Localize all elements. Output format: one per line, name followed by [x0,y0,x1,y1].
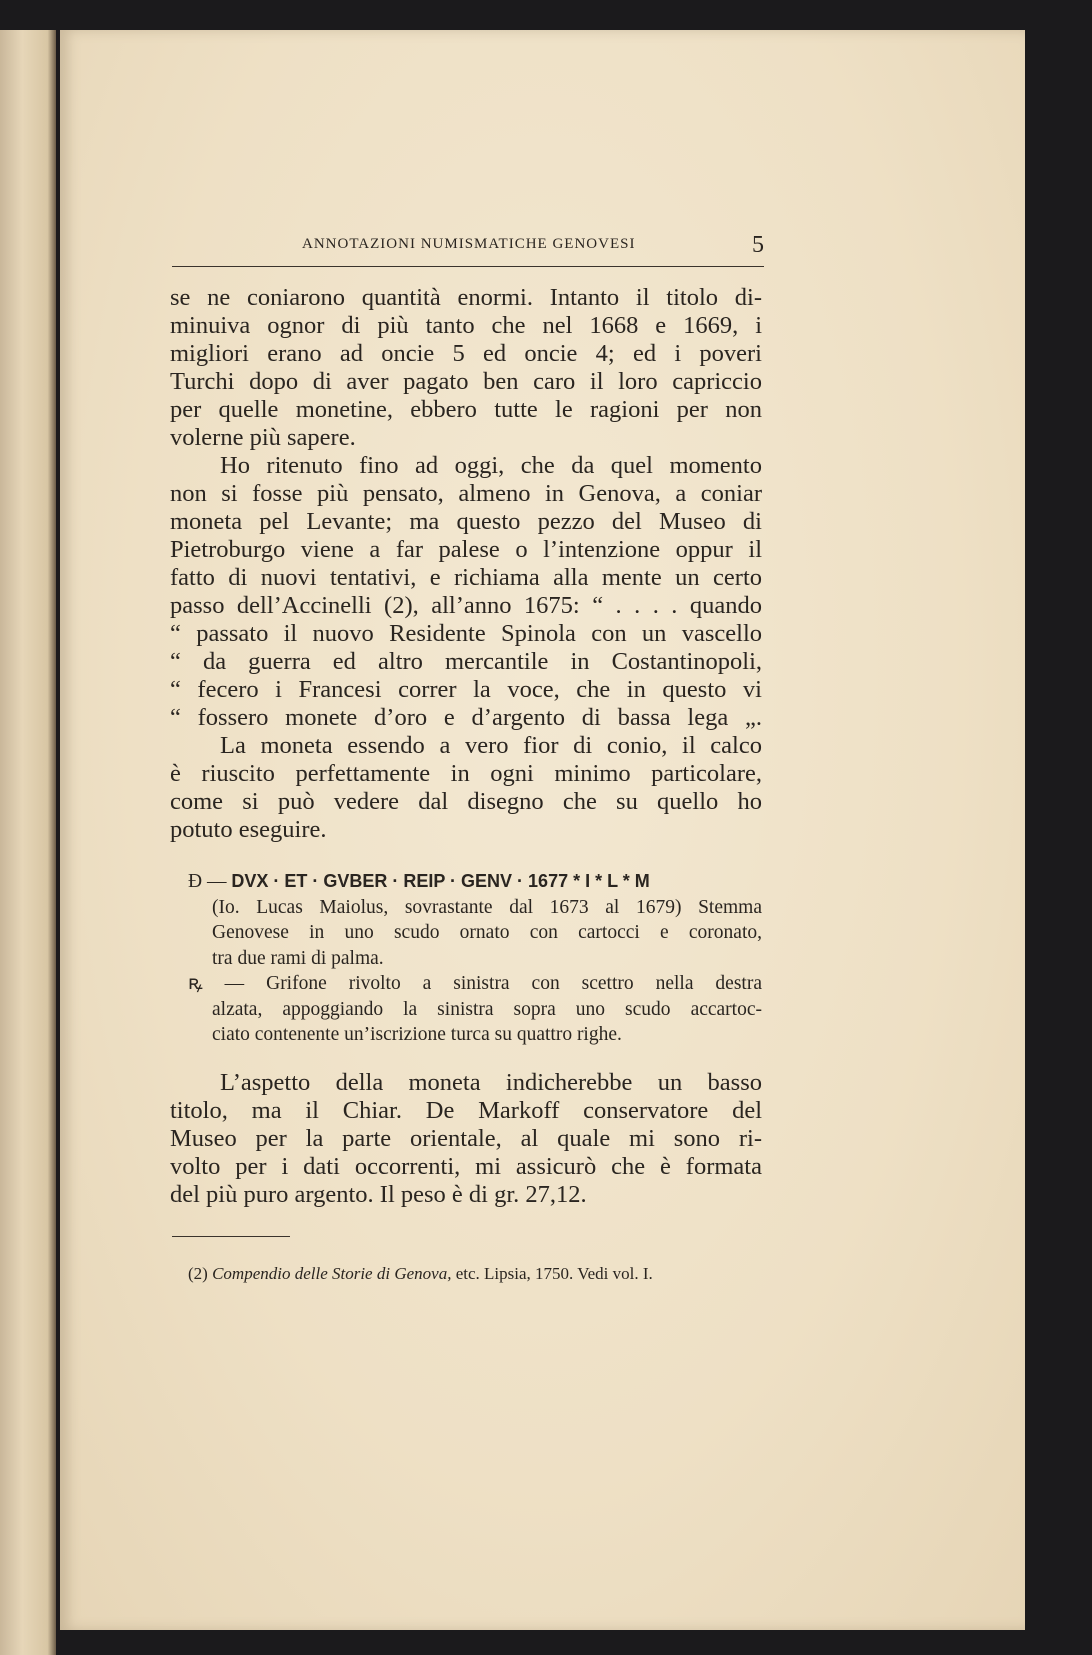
text-line: passo dell’Accinelli (2), all’anno 1675: “ . . . . quando [170,592,762,619]
text-line: L’aspetto della moneta indicherebbe un basso [220,1069,762,1096]
text-line: migliori erano ad oncie 5 ed oncie 4; ed i poveri [170,340,762,367]
text-line: Pietroburgo viene a far palese o l’intenzione oppur il [170,536,762,563]
obverse-legend: DVX · ET · GVBER · REIP · GENV · 1677 * I * L * M [231,871,650,891]
text-line: se ne coniarono quantità enormi. Intanto il titolo di- [170,284,762,311]
running-title: ANNOTAZIONI NUMISMATICHE GENOVESI [302,236,636,252]
obverse-mark: Ɖ — [188,871,227,892]
text-line: Ho ritenuto fino ad oggi, che da quel momento [220,452,762,479]
text-line: potuto eseguire. [170,816,327,843]
text-line: Museo per la parte orientale, al quale mi sono ri- [170,1125,762,1152]
text-line: “ da guerra ed altro mercantile in Costantinopoli, [170,648,762,675]
body-text [170,284,762,844]
reverse-text: Grifone rivolto a sinistra con scettro nella destra [266,973,762,994]
text-line: La moneta essendo a vero fior di conio, il calco [220,732,762,759]
text-line: tra due rami di palma. [212,947,384,969]
page-number: 5 [752,232,764,258]
reverse-mark: ꝶ — [188,973,245,994]
paragraph-2 [170,452,762,732]
footnote-title: Compendio delle Storie di Genova, [212,1264,452,1283]
text-line: è riuscito perfettamente in ogni minimo particolare, [170,760,762,787]
text-line: Turchi dopo di aver pagato ben caro il loro capriccio [170,368,762,395]
paragraph-3 [170,732,762,844]
text-line: per quelle monetine, ebbero tutte le ragioni per non [170,396,762,423]
text-line: titolo, ma il Chiar. De Markoff conservatore del [170,1097,762,1124]
paragraph-4 [170,1069,762,1209]
text-line: minuiva ognor di più tanto che nel 1668 e 1669, i [170,312,762,339]
reverse-line [188,971,762,997]
text-line: “ fecero i Francesi correr la voce, che in questo vi [170,676,762,703]
text-line: non si fosse più pensato, almeno in Genova, a coniar [170,480,762,507]
paragraph-1 [170,284,762,452]
text-line: “ passato il nuovo Residente Spinola con un vascello [170,620,762,647]
text-line: moneta pel Levante; ma questo pezzo del Museo di [170,508,762,535]
text-line: volto per i dati occorrenti, mi assicurò che è formata [170,1153,762,1180]
text-line: “ fossero monete d’oro e d’argento di bassa lega „. [170,704,762,731]
text-line: fatto di nuovi tentativi, e richiama alla mente un certo [170,564,762,591]
footnote-number: (2) [188,1264,208,1283]
text-line: (Io. Lucas Maiolus, sovrastante dal 1673 al 1679) Stemma [212,896,762,918]
text-line: come si può vedere dal disegno che su quello ho [170,788,762,815]
text-line: ciato contenente un’iscrizione turca su quattro righe. [212,1024,622,1045]
text-line: del più puro argento. Il peso è di gr. 27,12. [170,1181,587,1208]
running-header [172,232,764,267]
text-line: volerne più sapere. [170,424,356,451]
text-line: Genovese in uno scudo ornato con cartocci e coronato, [212,922,762,943]
facing-page-edge [0,30,56,1655]
obverse-line [188,869,762,895]
footnote-rule [172,1236,290,1237]
coin-description [188,869,762,1048]
text-line: alzata, appoggiando la sinistra sopra uno scudo accartoc- [212,998,762,1020]
footnote [188,1264,762,1284]
footnote-text: etc. Lipsia, 1750. Vedi vol. I. [455,1264,653,1283]
